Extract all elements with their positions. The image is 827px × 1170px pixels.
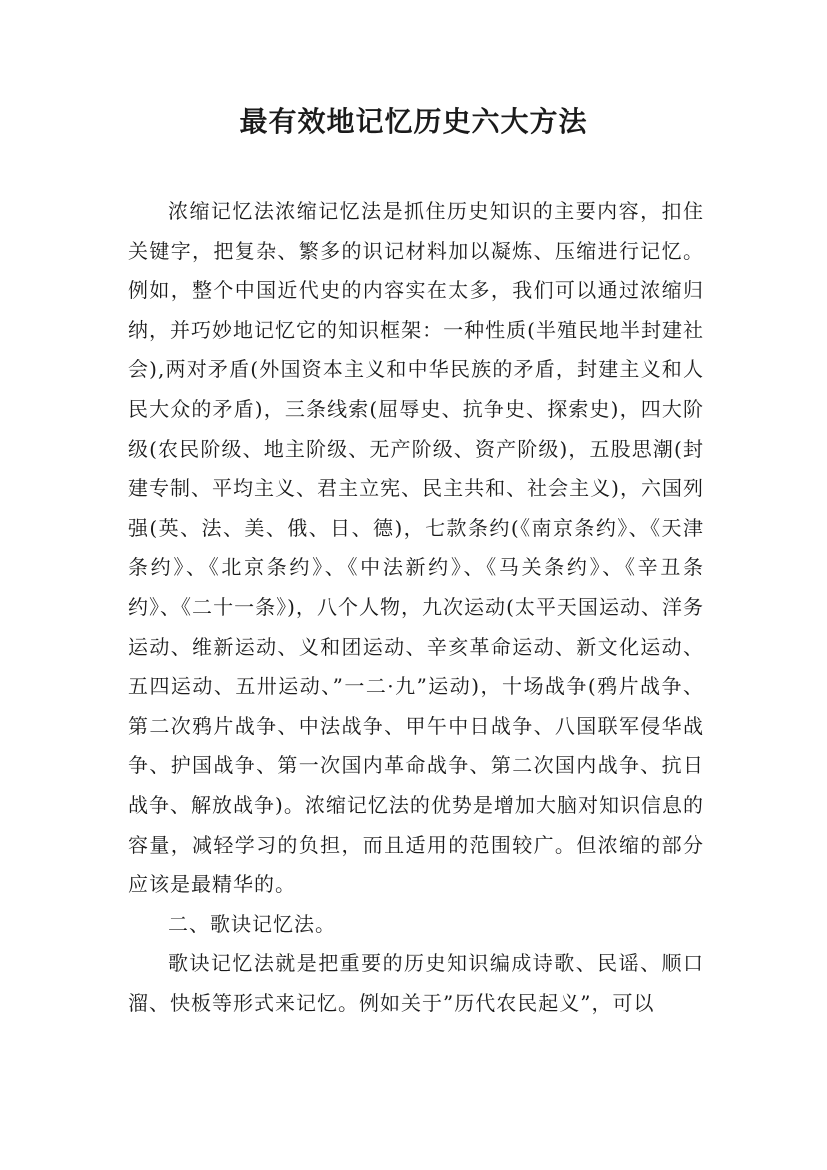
paragraph-condensed-memory-method: 浓缩记忆法浓缩记忆法是抓住历史知识的主要内容，扣住关键字，把复杂、繁多的识记材料加以凝炼、压缩进行记忆。例如，整个中国近代史的内容实在太多，我们可以通过浓缩归纳，并巧妙地记忆它的知识框架：一种性质(半殖民地半封建社会),两对矛盾(外国资本主义和中华民族的矛盾，封建主义和人民大众的矛盾)，三条线索(屈辱史、抗争史、探索史)，四大阶级(农民阶级、地主阶级、无产阶级、资产阶级)，五股思潮(封建专制、平均主义、君主立宪、民主共和、社会主义)，六国列强(英、法、美、俄、日、德)，七款条约(《南京条约》、《天津条约》、《北京条约》、《中法新约》、《马关条约》、《辛丑条约》、《二十一条》)，八个人物，九次运动(太平天国运动、洋务运动、维新运动、义和团运动、辛亥革命运动、新文化运动、五四运动、五卅运动、”一二·九”运动)，十场战争(鸦片战争、第二次鸦片战争、中法战争、甲午中日战争、八国联军侵华战争、护国战争、第一次国内革命战争、第二次国内战争、抗日战争、解放战争)。浓缩记忆法的优势是增加大脑对知识信息的容量，减轻学习的负担，而且适用的范围较广。但浓缩的部分应该是最精华的。 bbox=[128, 199, 704, 897]
paragraph-section-heading-rhyme-method: 二、歌诀记忆法。 bbox=[168, 911, 336, 936]
document-title: 最有效地记忆历史六大方法 bbox=[239, 105, 588, 138]
paragraph-rhyme-method-intro: 歌诀记忆法就是把重要的历史知识编成诗歌、民谣、顺口溜、快板等形式来记忆。例如关于”历代农民起义”，可以 bbox=[128, 951, 704, 1015]
document-body bbox=[128, 192, 704, 1023]
